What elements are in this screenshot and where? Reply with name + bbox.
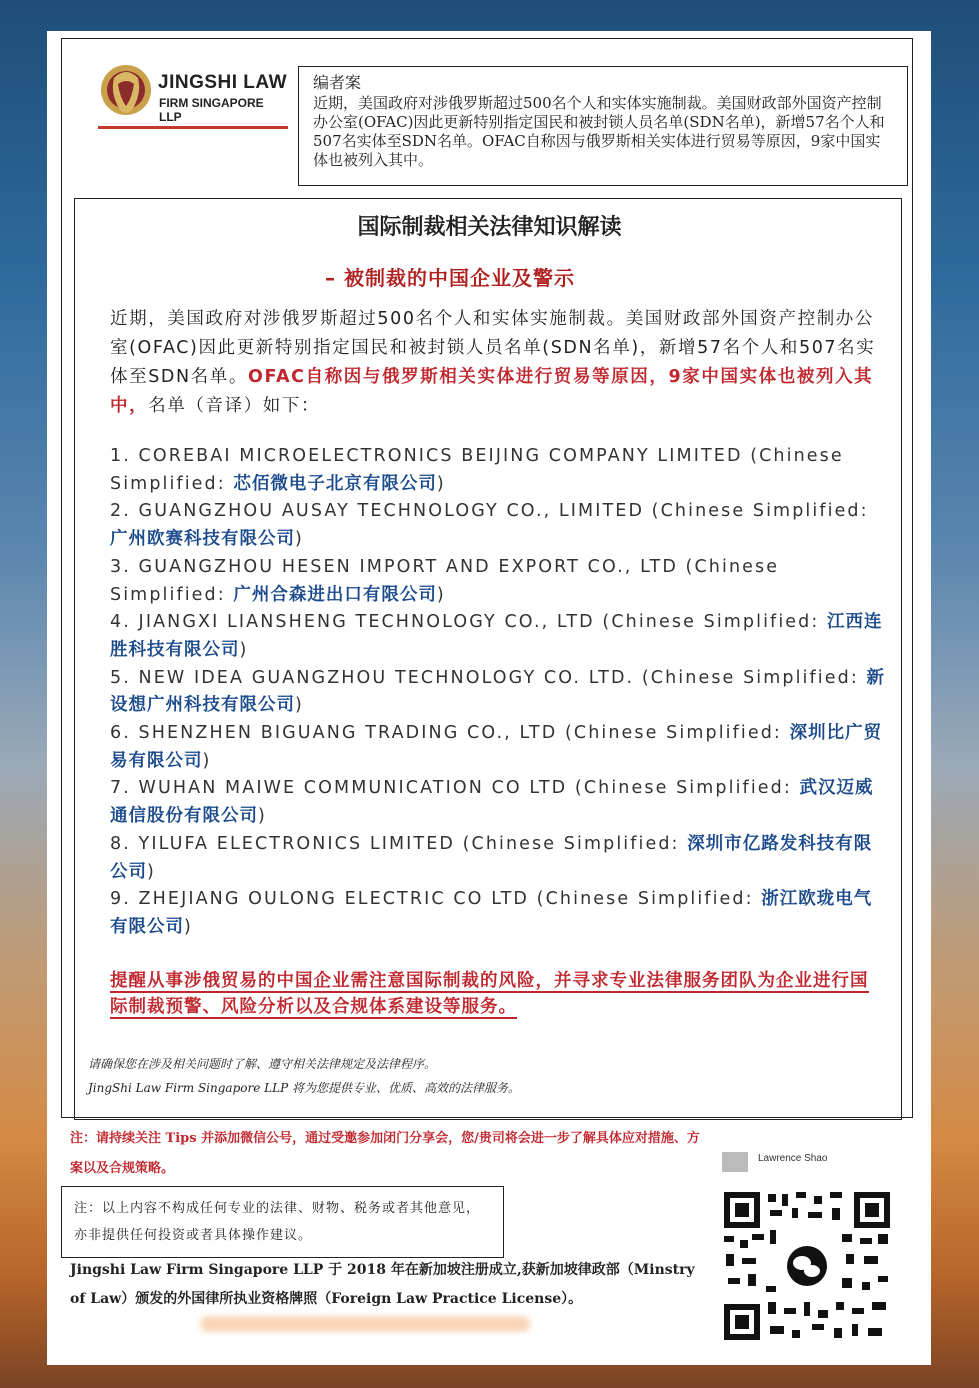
compliance-note <box>88 1052 868 1100</box>
risk-warning: 提醒从事涉俄贸易的中国企业需注意国际制裁的风险，并寻求专业法律服务团队为企业进行国际制裁预警、风险分析以及合规体系建设等服务。 <box>110 971 869 1017</box>
follow-tips-note: 注：请持续关注 Tips 并添加微信公号，通过受邀参加闭门分享会，您/贵司将会进一步了解具体应对措施、方案以及合规策略。 <box>70 1131 700 1176</box>
qr-user-name: Lawrence Shao <box>758 1153 828 1164</box>
list-item: 1. COREBAI MICROELECTRONICS BEIJING COMPANY LIMITED (Chinese Simplified: 芯佰微电子北京有限公司) <box>110 446 844 494</box>
firm-logo <box>98 60 288 140</box>
list-item: 8. YILUFA ELECTRONICS LIMITED (Chinese Simplified: 深圳市亿路发科技有限公司) <box>110 833 873 882</box>
firm-introduction: Jingshi Law Firm Singapore LLP 于 2018 年在新加坡注册成立,获新加坡律政部（Minstry of Law）颁发的外国律所执业资格牌照（Foreign Law Practice License）。 <box>70 1262 695 1307</box>
list-item: 7. WUHAN MAIWE COMMUNICATION CO LTD (Chinese Simplified: 武汉迈威通信股份有限公司) <box>110 778 874 827</box>
article-intro <box>110 305 880 421</box>
text-highlight <box>200 1316 530 1332</box>
lion-head-icon <box>98 60 154 122</box>
editor-note-heading: 编者案 <box>313 73 362 92</box>
intro-highlight: OFAC自称因与俄罗斯相关实体进行贸易等原因，9家中国实体也被列入其中， <box>110 367 874 416</box>
list-item: 9. ZHEJIANG OULONG ELECTRIC CO LTD (Chinese Simplified: 浙江欧珑电气有限公司) <box>110 889 873 937</box>
logo-text-line2: FIRM SINGAPORE LLP <box>159 96 264 124</box>
intro-tail: 名单（音译）如下： <box>148 396 321 416</box>
compliance-note-line1: 请确保您在涉及相关问题时了解、遵守相关法律规定及法律程序。 <box>88 1057 437 1071</box>
logo-text-line1: JINGSHI LAW <box>158 72 288 93</box>
article-subtitle: – 被制裁的中国企业及警示 <box>325 266 575 290</box>
intro-plain: 近期，美国政府对涉俄罗斯超过500名个人和实体实施制裁。美国财政部外国资产控制办公室(OFAC)因此更新特别指定国民和被封锁人员名单(SDN名单)，新增57名个人和507名实体至SDN名单。 <box>110 309 876 387</box>
entity-list <box>110 443 885 942</box>
editor-note-box <box>298 66 908 186</box>
qr-code[interactable] <box>722 1190 892 1342</box>
list-item: 5. NEW IDEA GUANGZHOU TECHNOLOGY CO. LTD. (Chinese Simplified: 新设想广州科技有限公司) <box>110 667 885 716</box>
article-title: 国际制裁相关法律知识解读 <box>357 215 622 240</box>
wechat-qr-card[interactable] <box>722 1150 892 1350</box>
disclaimer-box: 注：以上内容不构成任何专业的法律、财物、税务或者其他意见，亦非提供任何投资或者具体操作建议。 <box>61 1186 504 1258</box>
list-item: 3. GUANGZHOU HESEN IMPORT AND EXPORT CO., LTD (Chinese Simplified: 广州合森进出口有限公司) <box>110 556 780 605</box>
logo-underline <box>98 126 288 129</box>
list-item: 2. GUANGZHOU AUSAY TECHNOLOGY CO., LIMITED (Chinese Simplified: 广州欧赛科技有限公司) <box>110 501 869 550</box>
list-item: 4. JIANGXI LIANSHENG TECHNOLOGY CO., LTD (Chinese Simplified: 江西连胜科技有限公司) <box>110 612 883 660</box>
avatar <box>722 1152 748 1172</box>
compliance-note-line2: JingShi Law Firm Singapore LLP 将为您提供专业、优质、高效的法律服务。 <box>88 1081 520 1095</box>
qr-user <box>722 1150 892 1174</box>
list-item: 6. SHENZHEN BIGUANG TRADING CO., LTD (Chinese Simplified: 深圳比广贸易有限公司) <box>110 723 883 771</box>
editor-note-body: 近期，美国政府对涉俄罗斯超过500名个人和实体实施制裁。美国财政部外国资产控制办公室(OFAC)因此更新特别指定国民和被封锁人员名单(SDN名单)，新增57名个人和507名实体至SDN名单。OFAC自称因与俄罗斯相关实体进行贸易等原因，9家中国实体也被列入其中。 <box>313 94 885 169</box>
